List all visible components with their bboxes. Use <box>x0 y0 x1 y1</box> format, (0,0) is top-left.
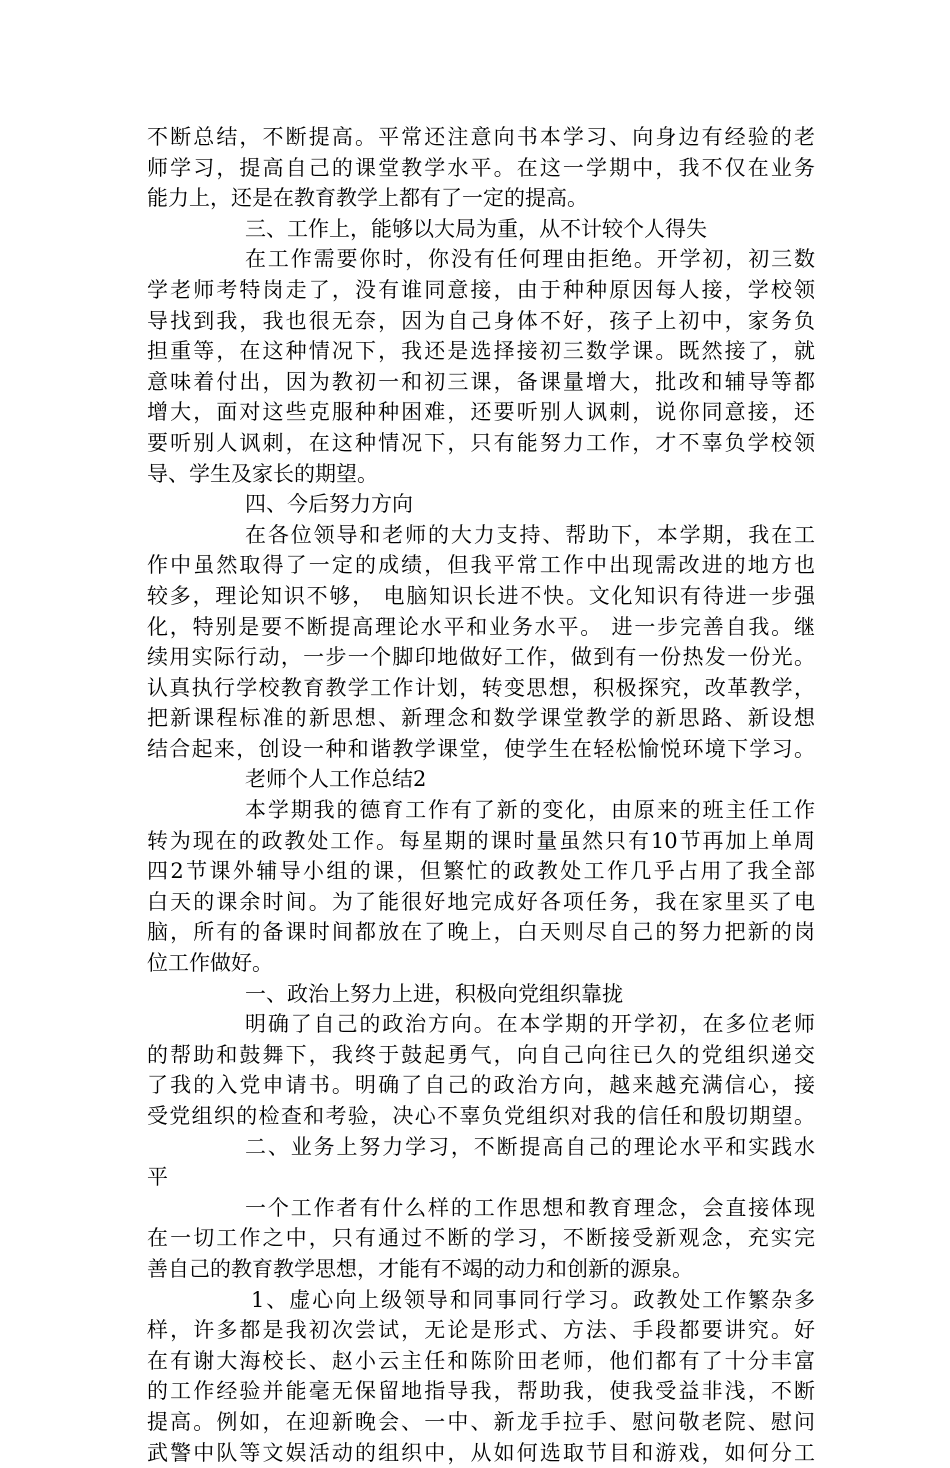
text-line: 结合起来，创设一种和谐教学课堂，使学生在轻松愉悦环境下学习。 <box>147 736 815 761</box>
text-line: 导找到我，我也很无奈，因为自己身体不好，孩子上初中，家务负 <box>147 308 815 333</box>
text-line: 善自己的教育教学思想，才能有不竭的动力和创新的源泉。 <box>147 1256 693 1281</box>
text-line: 担重等，在这种情况下，我还是选择接初三数学课。既然接了，就 <box>147 339 815 364</box>
text-line: 能力上，还是在教育教学上都有了一定的提高。 <box>147 186 588 211</box>
text-line: 四2节课外辅导小组的课，但繁忙的政教处工作几乎占用了我全部 <box>147 859 815 884</box>
text-line: 在一切工作之中，只有通过不断的学习，不断接受新观念，充实完 <box>147 1226 815 1251</box>
text-line: 的工作经验并能毫无保留地指导我，帮助我，使我受益非浅，不断 <box>147 1379 815 1404</box>
section-heading: 四、今后努力方向 <box>245 492 413 517</box>
text-line: 续用实际行动，一步一个脚印地做好工作，做到有一份热发一份光。 <box>147 645 815 670</box>
section-heading: 二、业务上努力学习，不断提高自己的理论水平和实践水 <box>245 1134 815 1159</box>
text-line: 不断总结，不断提高。平常还注意向书本学习、向身边有经验的老 <box>147 125 815 149</box>
section-heading: 一、政治上努力上进，积极向党组织靠拢 <box>245 981 623 1006</box>
text-line: 样，许多都是我初次尝试，无论是形式、方法、手段都要讲究。好 <box>147 1318 815 1343</box>
text-line: 受党组织的检查和考验，决心不辜负党组织对我的信任和殷切期望。 <box>147 1104 815 1128</box>
text-line: 师学习，提高自己的课堂教学水平。在这一学期中，我不仅在业务 <box>147 155 815 180</box>
document-body <box>147 122 815 1468</box>
section-heading-continued: 平 <box>147 1165 168 1190</box>
text-line: 的帮助和鼓舞下，我终于鼓起勇气，向自己向往已久的党组织递交 <box>147 1042 815 1067</box>
text-line: 武警中队等文娱活动的组织中，从如何选取节目和游戏，如何分工 <box>147 1440 815 1465</box>
text-line: 导、学生及家长的期望。 <box>147 461 378 486</box>
text-line: 作中虽然取得了一定的成绩，但我平常工作中出现需改进的地方也 <box>147 553 815 578</box>
text-line: 位工作做好。 <box>147 951 273 976</box>
text-line: 1、虚心向上级领导和同事同行学习。政教处工作繁杂多 <box>251 1287 815 1312</box>
text-line: 认真执行学校教育教学工作计划，转变思想，积极探究，改革教学， <box>147 675 815 700</box>
text-line: 把新课程标准的新思想、新理念和数学课堂教学的新思路、新设想 <box>147 706 815 731</box>
text-line: 增大，面对这些克服种种困难，还要听别人讽刺，说你同意接，还 <box>147 400 815 425</box>
text-line: 本学期我的德育工作有了新的变化，由原来的班主任工作 <box>245 798 815 823</box>
text-line: 在各位领导和老师的大力支持、帮助下，本学期，我在工 <box>245 522 815 547</box>
text-line: 学老师考特岗走了，没有谁同意接，由于种种原因每人接，学校领 <box>147 277 815 302</box>
text-line: 意味着付出，因为教初一和初三课，备课量增大，批改和辅导等都 <box>147 369 815 394</box>
text-line: 在有谢大海校长、赵小云主任和陈阶田老师，他们都有了十分丰富 <box>147 1348 815 1373</box>
text-line: 明确了自己的政治方向。在本学期的开学初，在多位老师 <box>245 1012 815 1037</box>
text-line: 较多，理论知识不够， 电脑知识长进不快。文化知识有待进一步强 <box>147 583 815 608</box>
text-line: 一个工作者有什么样的工作思想和教育理念，会直接体现 <box>245 1195 815 1220</box>
section-heading: 三、工作上，能够以大局为重，从不计较个人得失 <box>245 216 707 241</box>
text-line: 转为现在的政教处工作。每星期的课时量虽然只有10节再加上单周 <box>147 828 815 853</box>
text-line: 提高。例如，在迎新晚会、一中、新龙手拉手、慰问敬老院、慰问 <box>147 1409 815 1434</box>
text-line: 化，特别是要不断提高理论水平和业务水平。 进一步完善自我。继 <box>147 614 815 639</box>
text-line: 在工作需要你时，你没有任何理由拒绝。开学初，初三数 <box>245 247 815 272</box>
text-line: 白天的课余时间。为了能很好地完成好各项任务，我在家里买了电 <box>147 889 815 914</box>
document-title: 老师个人工作总结2 <box>245 767 427 792</box>
text-line: 要听别人讽刺，在这种情况下，只有能努力工作，才不辜负学校领 <box>147 430 815 455</box>
text-line: 了我的入党申请书。明确了自己的政治方向，越来越充满信心，接 <box>147 1073 815 1098</box>
text-line: 脑，所有的备课时间都放在了晚上，白天则尽自己的努力把新的岗 <box>147 920 815 945</box>
